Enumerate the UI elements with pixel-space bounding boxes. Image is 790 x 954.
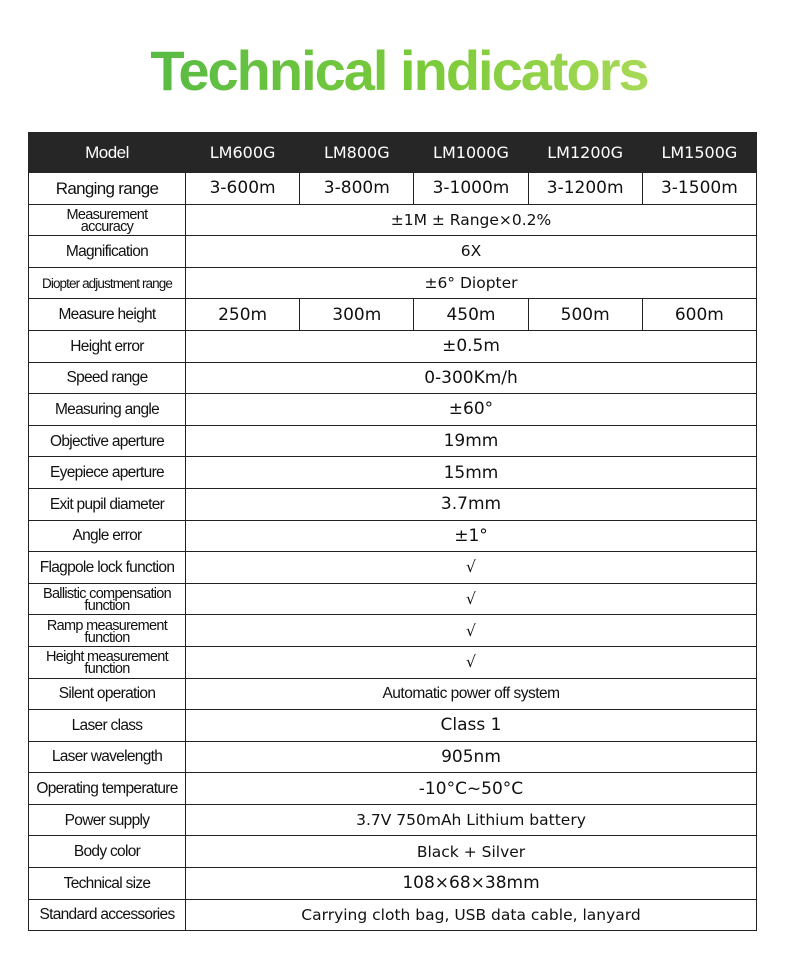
row-label: Objective aperture: [29, 425, 186, 457]
table-row-measure-height: [29, 299, 757, 331]
spec-table: [28, 132, 757, 931]
row-label: Magnification: [29, 236, 186, 268]
row-label: Measure height: [29, 299, 186, 331]
row-value: 3-1500m: [642, 173, 756, 205]
header-model-name: LM1000G: [414, 133, 528, 173]
row-value: 300m: [300, 299, 414, 331]
row-label: [29, 583, 186, 615]
row-label-line: function: [84, 661, 130, 678]
table-row-exit-pupil: [29, 488, 757, 520]
table-row-objective-aperture: [29, 425, 757, 457]
row-value: 3-600m: [186, 173, 300, 205]
row-value: 15mm: [186, 457, 757, 489]
row-label: Technical size: [29, 868, 186, 900]
row-label-line: Height measurement: [46, 649, 168, 666]
row-value: 0-300Km/h: [186, 362, 757, 394]
row-label: Height error: [29, 330, 186, 362]
row-label: Angle error: [29, 520, 186, 552]
table-row-silent-operation: [29, 678, 757, 710]
table-row-power-supply: [29, 804, 757, 836]
table-row-laser-class: [29, 710, 757, 742]
row-value: √: [186, 552, 757, 584]
row-label: Power supply: [29, 804, 186, 836]
row-value: ±0.5m: [186, 330, 757, 362]
table-header-row: [29, 133, 757, 173]
row-value: 6X: [186, 236, 757, 268]
row-value: Carrying cloth bag, USB data cable, lanyard: [186, 899, 757, 931]
row-label: Ranging range: [29, 173, 186, 205]
row-label: Laser class: [29, 710, 186, 742]
table-row-angle-error: [29, 520, 757, 552]
row-value: √: [186, 615, 757, 647]
table-row-diopter: [29, 267, 757, 299]
table-row-eyepiece-aperture: [29, 457, 757, 489]
row-value: 3-1200m: [528, 173, 642, 205]
row-value: ±6° Diopter: [186, 267, 757, 299]
row-value: Automatic power off system: [186, 678, 757, 710]
table-row-laser-wavelength: [29, 741, 757, 773]
row-label: Diopter adjustment range: [29, 267, 186, 299]
table-row-technical-size: [29, 868, 757, 900]
row-value: Class 1: [186, 710, 757, 742]
row-label-line: accuracy: [80, 218, 134, 235]
row-label-line: function: [84, 629, 130, 646]
table-row-magnification: [29, 236, 757, 268]
row-value: 450m: [414, 299, 528, 331]
table-row-height-error: [29, 330, 757, 362]
row-value: √: [186, 646, 757, 678]
row-value: 3.7mm: [186, 488, 757, 520]
row-label: Flagpole lock function: [29, 552, 186, 584]
row-value: 600m: [642, 299, 756, 331]
row-label-line: function: [84, 598, 130, 615]
table-row-ballistic-compensation: [29, 583, 757, 615]
row-label: Operating temperature: [29, 773, 186, 805]
row-value: 3.7V 750mAh Lithium battery: [186, 804, 757, 836]
table-row-ramp-measurement: [29, 615, 757, 647]
row-label: [29, 646, 186, 678]
header-model-name: LM800G: [300, 133, 414, 173]
row-label: [29, 615, 186, 647]
table-row-height-measurement: [29, 646, 757, 678]
table-row-standard-accessories: [29, 899, 757, 931]
row-label-line: Ballistic compensation: [42, 586, 172, 603]
row-value: √: [186, 583, 757, 615]
row-value: 500m: [528, 299, 642, 331]
row-value: ±1M ± Range×0.2%: [186, 204, 757, 236]
row-label: Standard accessories: [29, 899, 186, 931]
table-row-body-color: [29, 836, 757, 868]
row-label: Laser wavelength: [29, 741, 186, 773]
row-value: Black + Silver: [186, 836, 757, 868]
header-model-label: Model: [29, 133, 186, 173]
row-label: Speed range: [29, 362, 186, 394]
row-value: ±1°: [186, 520, 757, 552]
page-title: Technical indicators: [0, 36, 790, 106]
row-value: 250m: [186, 299, 300, 331]
header-model-name: LM1500G: [642, 133, 756, 173]
row-value: ±60°: [186, 394, 757, 426]
table-row-ranging-range: [29, 173, 757, 205]
row-value: 3-1000m: [414, 173, 528, 205]
table-row-flagpole-lock: [29, 552, 757, 584]
table-row-operating-temperature: [29, 773, 757, 805]
row-value: -10°C~50°C: [186, 773, 757, 805]
row-value: 19mm: [186, 425, 757, 457]
row-label: Eyepiece aperture: [29, 457, 186, 489]
table-row-speed-range: [29, 362, 757, 394]
row-label: Silent operation: [29, 678, 186, 710]
row-label-line: Measurement: [66, 206, 148, 223]
table-row-measurement-accuracy: [29, 204, 757, 236]
header-model-name: LM1200G: [528, 133, 642, 173]
row-label: Body color: [29, 836, 186, 868]
row-label-line: Ramp measurement: [46, 617, 168, 634]
row-label: [29, 204, 186, 236]
table-row-measuring-angle: [29, 394, 757, 426]
header-model-name: LM600G: [186, 133, 300, 173]
row-value: 905nm: [186, 741, 757, 773]
row-label: Exit pupil diameter: [29, 488, 186, 520]
row-label: Measuring angle: [29, 394, 186, 426]
row-value: 108×68×38mm: [186, 868, 757, 900]
row-value: 3-800m: [300, 173, 414, 205]
